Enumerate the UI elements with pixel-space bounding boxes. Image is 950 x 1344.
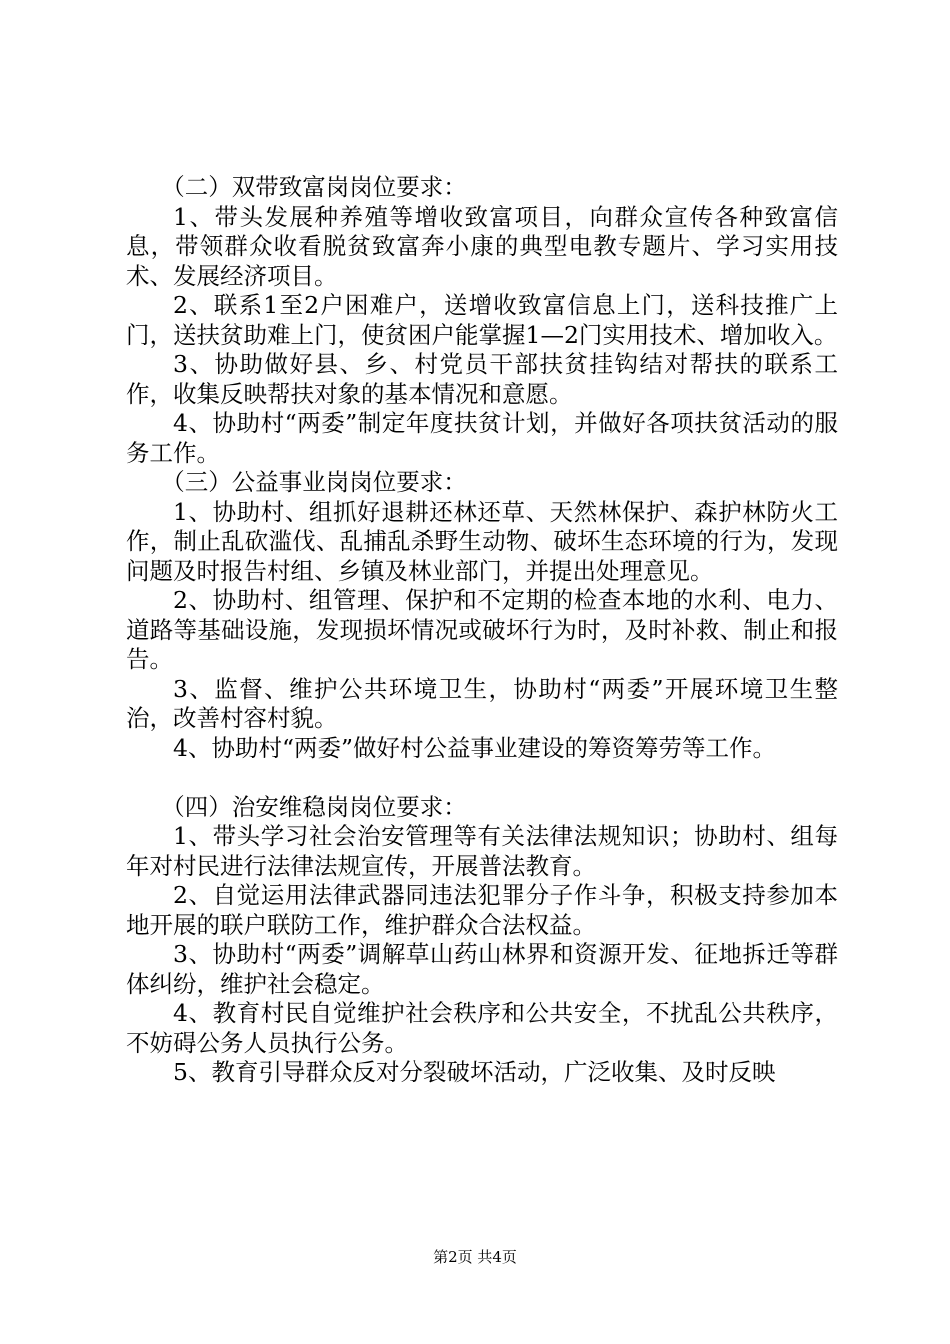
blank-line: [126, 763, 838, 793]
paragraph: 2、联系1至2户困难户，送增收致富信息上门，送科技推广上门，送扶贫助难上门，使贫困户能掌握1—2门实用技术、增加收入。: [126, 291, 838, 349]
document-body: [126, 173, 838, 1088]
paragraph: 5、教育引导群众反对分裂破坏活动，广泛收集、及时反映: [173, 1058, 776, 1086]
paragraph: 3、监督、维护公共环境卫生，协助村“两委”开展环境卫生整治，改善村容村貌。: [126, 674, 838, 732]
paragraph: 3、协助村“两委”调解草山药山林界和资源开发、征地拆迁等群体纠纷，维护社会稳定。: [126, 940, 838, 998]
paragraph: 1、带头学习社会治安管理等有关法律法规知识；协助村、组每年对村民进行法律法规宣传，开展普法教育。: [126, 822, 838, 880]
section-heading-3: （三）公益事业岗岗位要求：: [161, 468, 467, 496]
paragraph: 2、自觉运用法律武器同违法犯罪分子作斗争，积极支持参加本地开展的联户联防工作，维护群众合法权益。: [126, 881, 838, 939]
paragraph: 3、协助做好县、乡、村党员干部扶贫挂钩结对帮扶的联系工作，收集反映帮扶对象的基本情况和意愿。: [126, 350, 838, 408]
paragraph: 2、协助村、组管理、保护和不定期的检查本地的水利、电力、道路等基础设施，发现损坏情况或破坏行为时，及时补救、制止和报告。: [126, 586, 838, 673]
paragraph: 1、协助村、组抓好退耕还林还草、天然林保护、森护林防火工作，制止乱砍滥伐、乱捕乱杀野生动物、破坏生态环境的行为，发现问题及时报告村组、乡镇及林业部门，并提出处理意见。: [126, 497, 838, 585]
paragraph: 4、教育村民自觉维护社会秩序和公共安全，不扰乱公共秩序，不妨碍公务人员执行公务。: [126, 999, 838, 1057]
section-heading-2: （二）双带致富岗岗位要求：: [161, 173, 467, 201]
paragraph: 4、协助村“两委”制定年度扶贫计划，并做好各项扶贫活动的服务工作。: [126, 409, 838, 467]
page-footer: 第2页 共4页: [433, 1248, 517, 1266]
paragraph: 1、带头发展种养殖等增收致富项目，向群众宣传各种致富信息，带领群众收看脱贫致富奔小康的典型电教专题片、学习实用技术、发展经济项目。: [126, 202, 838, 290]
section-heading-4: （四）治安维稳岗岗位要求：: [161, 792, 467, 821]
paragraph: 4、协助村“两委”做好村公益事业建设的筹资筹劳等工作。: [173, 733, 776, 762]
